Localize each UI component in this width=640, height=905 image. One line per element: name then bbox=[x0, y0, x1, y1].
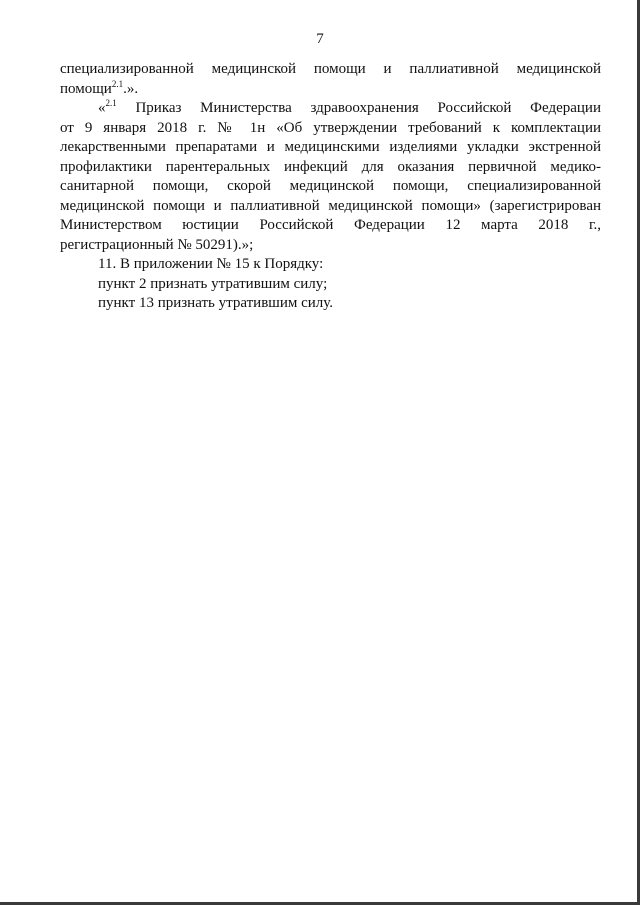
footnote-ref: 2.1 bbox=[105, 98, 117, 108]
paragraph-2-line-3: лекарственными препаратами и медицинскими изделиями укладки экстренной bbox=[60, 139, 601, 155]
paragraph-2-line-7: Министерством юстиции Российской Федерации 12 марта 2018 г., bbox=[60, 217, 601, 233]
paragraph-1-line-2 bbox=[60, 80, 601, 100]
text-fragment: Приказ Министерства здравоохранения Российской Федерации bbox=[116, 100, 601, 116]
paragraph-3: 11. В приложении № 15 к Порядку: bbox=[98, 256, 324, 272]
paragraph-2-line-4: профилактики парентеральных инфекций для оказания первичной медико- bbox=[60, 158, 601, 175]
text-fragment: « bbox=[98, 100, 106, 116]
paragraph-1-line-1: специализированной медицинской помощи и паллиативной медицинской bbox=[60, 61, 601, 77]
document-body bbox=[60, 60, 601, 314]
paragraph-5: пункт 13 признать утратившим силу. bbox=[98, 295, 334, 311]
footnote-ref: 2.1 bbox=[111, 78, 124, 89]
paragraph-2-line-8: регистрационный № 50291).»; bbox=[60, 236, 254, 253]
paragraph-2-line-1 bbox=[60, 99, 601, 119]
text-fragment: .». bbox=[123, 80, 139, 97]
paragraph-4: пункт 2 признать утратившим силу; bbox=[98, 275, 328, 292]
text-fragment: помощи bbox=[60, 80, 112, 97]
paragraph-2-line-6: медицинской помощи и паллиативной медицинской помощи» (зарегистрирован bbox=[60, 197, 601, 214]
paragraph-2-line-2: от 9 января 2018 г. № 1н «Об утверждении требований к комплектации bbox=[60, 119, 601, 136]
paragraph-2-line-5: санитарной помощи, скорой медицинской помощи, специализированной bbox=[60, 178, 601, 194]
page-number: 7 bbox=[316, 31, 324, 47]
